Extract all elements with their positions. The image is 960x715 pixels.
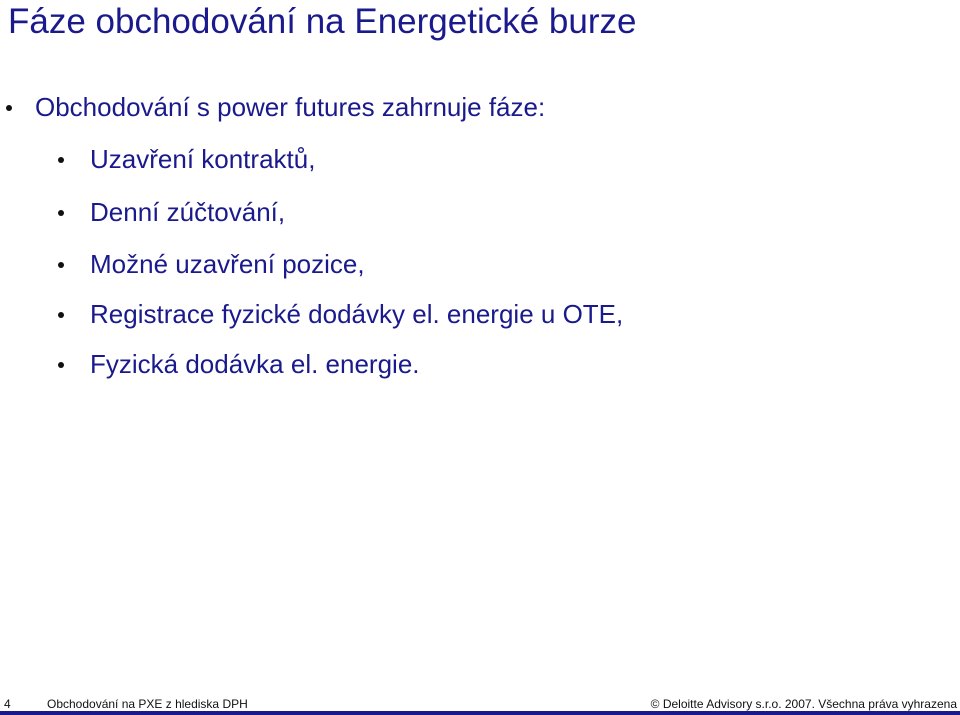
bullet-icon bbox=[58, 157, 64, 163]
phase-text: Registrace fyzické dodávky el. energie u OTE, bbox=[90, 299, 624, 329]
phase-text: Fyzická dodávka el. energie. bbox=[90, 349, 420, 379]
phase-text: Možné uzavření pozice, bbox=[90, 249, 365, 279]
intro-text: Obchodování s power futures zahrnuje fáze: bbox=[35, 92, 546, 122]
phase-item bbox=[58, 300, 623, 330]
phase-item bbox=[58, 145, 315, 175]
phase-text: Denní zúčtování, bbox=[90, 197, 286, 227]
bullet-icon bbox=[58, 312, 64, 318]
footer-divider bbox=[0, 711, 960, 715]
bullet-icon bbox=[58, 362, 64, 368]
presentation-title: Obchodování na PXE z hlediska DPH bbox=[47, 697, 248, 711]
bullet-icon bbox=[58, 210, 64, 216]
phase-item bbox=[58, 198, 285, 228]
phase-item bbox=[58, 250, 365, 280]
bullet-icon bbox=[58, 262, 64, 268]
page-number: 4 bbox=[4, 697, 11, 711]
intro-bullet bbox=[6, 93, 545, 123]
phase-item bbox=[58, 350, 420, 380]
slide-title: Fáze obchodování na Energetické burze bbox=[8, 2, 637, 41]
phase-text: Uzavření kontraktů, bbox=[90, 144, 316, 174]
bullet-icon bbox=[6, 105, 12, 111]
copyright-notice: © Deloitte Advisory s.r.o. 2007. Všechna práva vyhrazena bbox=[650, 697, 957, 711]
